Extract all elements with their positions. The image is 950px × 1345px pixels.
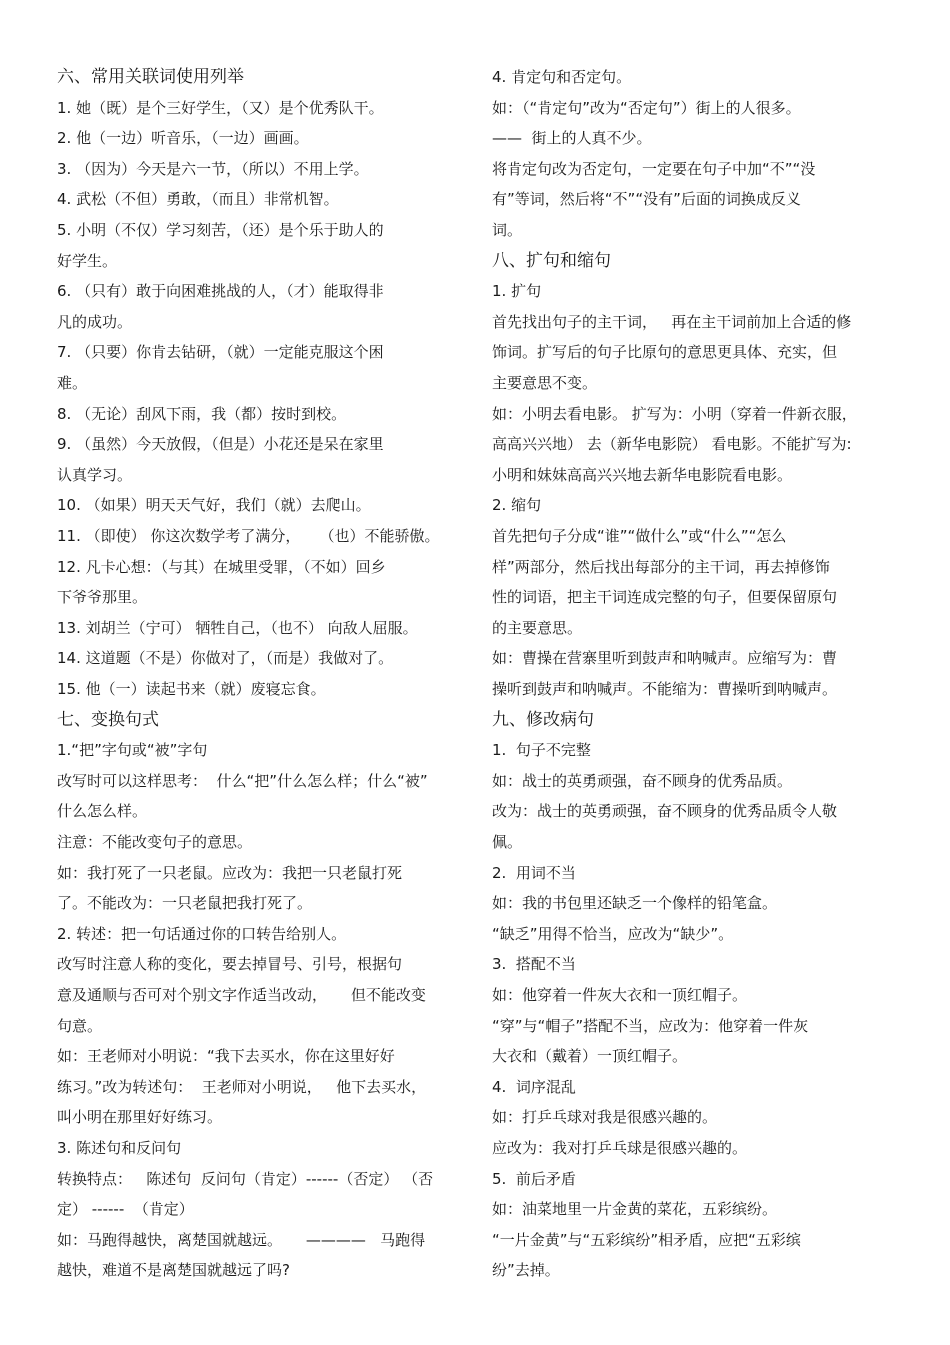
text-line: 1. 句子不完整 [492,741,591,760]
text-line: 如：战士的英勇顽强，奋不顾身的优秀品质。 [492,771,793,790]
text-line: 越快，难道不是离楚国就越远了吗? [57,1261,290,1280]
section-heading: 六、常用关联词使用列举 [57,67,244,87]
text-line: 认真学习。 [57,465,133,484]
text-line: 15. 他（一）读起书来（就）废寝忘食。 [57,680,326,698]
text-line: 1. 她（既）是个三好学生，（又）是个优秀队干。 [57,98,384,117]
text-line: 2. 缩句 [492,496,542,515]
text-line: 7. （只要）你肯去钻研，（就）一定能克服这个困 [57,343,384,362]
text-line: 6. （只有）敢于向困难挑战的人，（才）能取得非 [57,282,384,301]
text-line: 难。 [57,374,88,392]
text-line: 如：打乒乓球对我是很感兴趣的。 [492,1108,718,1127]
text-line: 2. 他（一边）听音乐，（一边）画画。 [57,129,309,148]
text-line: 饰词。扩写后的句子比原句的意思更具体、充实，但 [492,343,838,362]
text-line: 9. （虽然）今天放假，（但是）小花还是呆在家里 [57,435,384,454]
text-line: 将肯定句改为否定句，一定要在句子中加“不”“没 [492,159,816,178]
text-line: 注意：不能改变句子的意思。 [57,833,253,851]
text-line: 如：曹操在营寨里听到鼓声和呐喊声。应缩写为：曹 [492,649,838,668]
text-line: 如：我的书包里还缺乏一个像样的铅笔盒。 [492,894,778,913]
text-line: 大衣和（戴着）一顶红帽子。 [492,1047,688,1066]
text-line: 11. （即使） 你这次数学考了满分， （也）不能骄傲。 [57,527,440,545]
text-line: “缺乏”用得不恰当，应改为“缺少”。 [492,924,734,943]
text-line: 2. 用词不当 [492,863,576,882]
text-line: 佩。 [492,833,523,851]
text-line: 14. 这道题（不是）你做对了，（而是）我做对了。 [57,649,394,668]
text-line: 下爷爷那里。 [57,588,148,607]
section-heading: 九、修改病句 [492,709,594,730]
text-line: 13. 刘胡兰（宁可） 牺牲自己，（也不） 向敌人屈服。 [57,618,418,637]
text-line: 意及通顺与否可对个别文字作适当改动， 但不能改变 [57,986,426,1004]
text-line: 12. 凡卡心想：（与其）在城里受罪，（不如）回乡 [57,557,386,576]
text-line: 什么怎么样。 [57,802,148,821]
text-line: 词。 [492,221,523,239]
text-line: 4. 武松（不但）勇敢，（而且）非常机智。 [57,190,339,209]
text-line: 如：马跑得越快，离楚国就越远。 ———— 马跑得 [57,1230,426,1249]
text-line: “一片金黄”与“五彩缤纷”相矛盾，应把“五彩缤 [492,1230,801,1249]
text-line: 练习。”改为转述句： 王老师对小明说， 他下去买水， [57,1077,427,1096]
text-line: 好学生。 [57,251,118,270]
text-line: 的主要意思。 [492,618,583,637]
text-line: 5. 前后矛盾 [492,1169,576,1188]
text-line: 改写时可以这样思考： 什么“把”什么怎么样；什么“被” [57,771,428,790]
text-line: —— 街上的人真不少。 [492,129,652,148]
text-line: 如：他穿着一件灰大衣和一顶红帽子。 [492,986,748,1004]
text-line: 主要意思不变。 [492,374,598,392]
text-line: 10. （如果）明天天气好，我们（就）去爬山。 [57,496,371,515]
text-line: 应改为：我对打乒乓球是很感兴趣的。 [492,1139,748,1157]
text-line: 如：油菜地里一片金黄的菜花，五彩缤纷。 [492,1200,778,1219]
text-line: 4. 词序混乱 [492,1077,576,1096]
text-line: “穿”与“帽子”搭配不当，应改为：他穿着一件灰 [492,1016,809,1035]
text-line: 1.“把”字句或“被”字句 [57,741,208,760]
text-line: 叫小明在那里好好练习。 [57,1108,223,1127]
text-line: 4. 肯定句和否定句。 [492,68,632,86]
text-line: 转换特点： 陈述句 反问句（肯定）------（否定） （否 [57,1169,434,1188]
text-line: 3. 陈述句和反问句 [57,1139,182,1157]
section-heading: 八、扩句和缩句 [492,250,611,271]
text-line: 如：小明去看电影。 扩写为：小明（穿着一件新衣服， [492,404,857,423]
text-line: 2. 转述：把一句话通过你的口转告给别人。 [57,924,347,943]
text-line: 首先找出句子的主干词， 再在主干词前加上合适的修 [492,312,852,331]
text-line: 操听到鼓声和呐喊声。不能缩为：曹操听到呐喊声。 [492,680,838,698]
text-line: 8. （无论）刮风下雨，我（都）按时到校。 [57,404,347,423]
text-line: 纷”去掉。 [492,1261,560,1280]
text-line: 性的词语，把主干词连成完整的句子，但要保留原句 [492,588,838,607]
text-line: 3. （因为）今天是六一节，（所以）不用上学。 [57,159,369,178]
text-line: 如：王老师对小明说：“我下去买水，你在这里好好 [57,1047,395,1066]
text-line: 如：我打死了一只老鼠。应改为：我把一只老鼠打死 [57,863,403,882]
text-line: 样”两部分，然后找出每部分的主干词，再去掉修饰 [492,557,830,576]
text-line: 首先把句子分成“谁”“做什么”或“什么”“怎么 [492,527,787,545]
text-line: 小明和妹妹高高兴兴地去新华电影院看电影。 [492,465,793,484]
text-line: 高高兴兴地） 去（新华电影院） 看电影。不能扩写为: [492,435,852,454]
text-line: 了。不能改为：一只老鼠把我打死了。 [57,894,313,913]
text-line: 如：（“肯定句”改为“否定句”）街上的人很多。 [492,98,801,117]
text-line: 有”等词，然后将“不”“没有”后面的词换成反义 [492,190,801,209]
text-line: 凡的成功。 [57,312,133,331]
text-line: 3. 搭配不当 [492,955,576,974]
section-heading: 七、变换句式 [57,709,159,730]
text-line: 定） ------ （肯定） [57,1200,194,1219]
text-line: 1. 扩句 [492,282,542,301]
text-line: 5. 小明（不仅）学习刻苦，（还）是个乐于助人的 [57,221,384,239]
text-line: 改为：战士的英勇顽强，奋不顾身的优秀品质令人敬 [492,802,838,821]
text-line: 句意。 [57,1016,103,1035]
text-line: 改写时注意人称的变化，要去掉冒号、引号，根据句 [57,955,403,974]
